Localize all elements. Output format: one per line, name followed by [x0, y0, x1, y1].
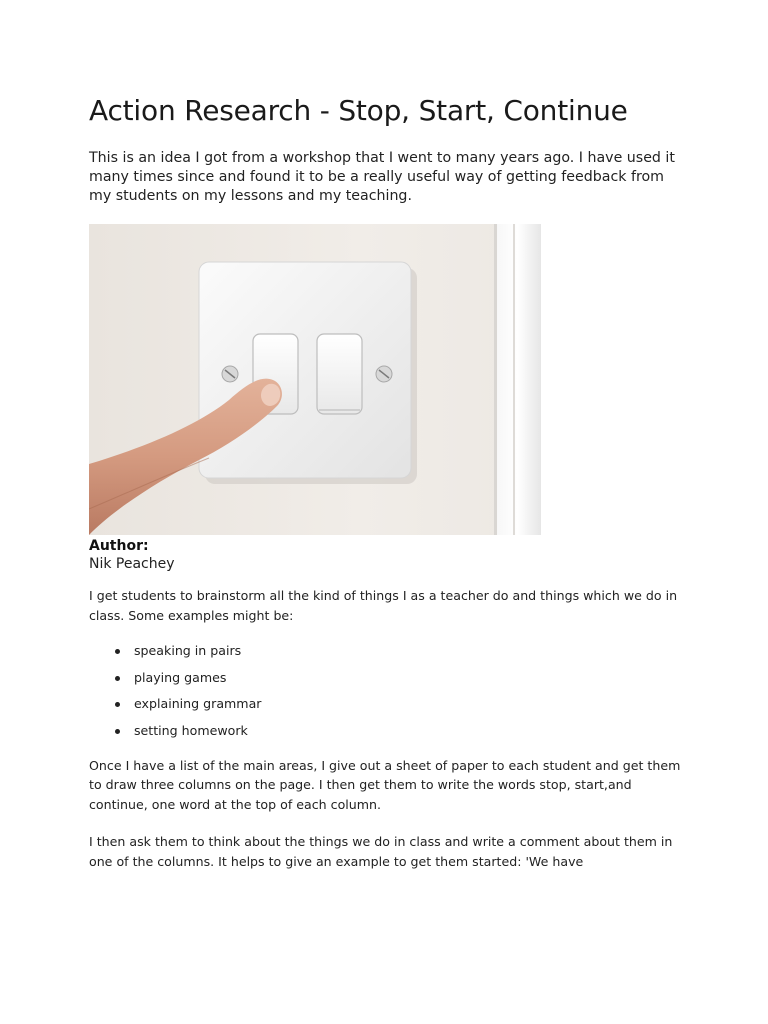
document-page [89, 92, 689, 871]
page-title: Action Research - Stop, Start, Continue [89, 94, 628, 127]
list-item [115, 669, 689, 687]
examples-list [89, 642, 689, 740]
bullet-icon [115, 702, 120, 707]
list-item [115, 642, 689, 660]
list-item-text: setting homework [134, 722, 248, 738]
paragraph-columns: Once I have a list of the main areas, I give out a sheet of paper to each student and get them to draw three columns on the page. I then get them to write the words stop, start,and continue, one word at the top of each column. [89, 757, 681, 812]
bullet-icon [115, 729, 120, 734]
author-name: Nik Peachey [89, 556, 175, 572]
author-label: Author: [89, 538, 149, 554]
list-item-text: playing games [134, 669, 227, 685]
light-switch-photo [89, 224, 541, 535]
bullet-icon [115, 649, 120, 654]
list-item-text: explaining grammar [134, 696, 262, 711]
list-item [115, 722, 689, 740]
list-item [115, 695, 689, 713]
bullet-icon [115, 676, 120, 681]
list-item-text: speaking in pairs [134, 643, 242, 658]
paragraph-comments: I then ask them to think about the things we do in class and write a comment about them in one of the columns. It helps to give an example to get them started: 'We have [89, 834, 673, 869]
intro-paragraph: This is an idea I got from a workshop that I went to many years ago. I have used it many times since and found it to be a really useful way of getting feedback from my students on my lessons and my teaching. [89, 150, 675, 204]
paragraph-brainstorm: I get students to brainstorm all the kind of things I as a teacher do and things which we do in class. Some examples might be: [89, 588, 678, 623]
